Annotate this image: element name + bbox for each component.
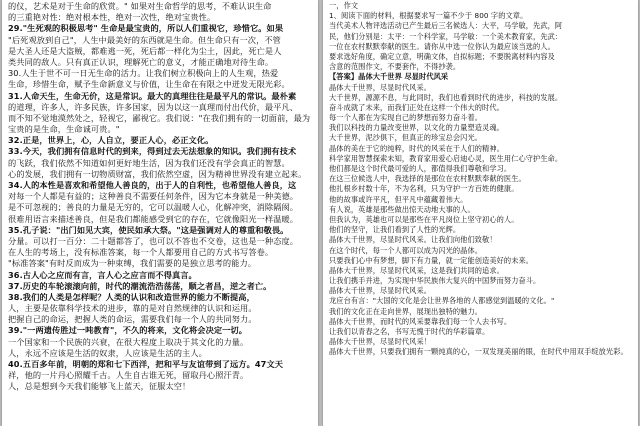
text-line: 在人生的考场上，没有标准答案，每一个人都要用自己的方式书写答卷。 bbox=[8, 247, 274, 258]
text-line: 他扎根乡村数十年，不为名利，只为守护一方百姓的健康。 bbox=[329, 184, 519, 194]
text-line: 但我认为，英雄也可以是那些在平凡岗位上坚守初心的人。 bbox=[329, 214, 519, 224]
text-line: 晶体大千世界，尽显时代风采。让我们向他们致敬！ bbox=[329, 235, 497, 245]
text-line: 31.人命天生，生命无价，这是常识。最大的真理往往是最平凡的常识。最朴素 bbox=[8, 90, 297, 101]
text-line: 人，主要是依靠科学技术的进步，靠的是对自然规律的认识和运用。 bbox=[8, 303, 257, 314]
text-line: 晶体大千世界，尽显时代风采。 bbox=[329, 286, 432, 296]
text-line: 把握自己的命运，把握人类的命运，需要我们每一个人的共同努力。 bbox=[8, 314, 257, 325]
text-line: 人，永远不应该是生活的奴隶，人应该是生活的主人。 bbox=[8, 347, 207, 358]
text-line: 要求选好角度，确定立意，明确文体，自拟标题；不要脱离材料内容及 bbox=[329, 51, 555, 61]
text-line: 大千世界，源源不息，与此同时，我们也看到时代的进步，科技的发展。 bbox=[329, 92, 563, 102]
text-line: 而不知不觉地漠然处之，轻视它，鄙视它。我们说："在我们拥有的一切面前，最为 bbox=[8, 112, 311, 123]
text-line: 祥，他的一片丹心照耀千古。人生自古谁无死，留取丹心照汗青。 bbox=[8, 370, 249, 381]
text-line: 【答案】晶体大千世界 尽显时代风采 bbox=[329, 72, 449, 82]
text-line: 晶体大千世界，尽显时代风采！ bbox=[329, 337, 432, 347]
text-line: 37.历史的车轮滚滚向前，时代的潮流浩浩荡荡，顺之者昌，逆之者亡。 bbox=[8, 280, 272, 291]
text-line: 一，作文 bbox=[329, 1, 359, 10]
text-line: 晶体大千世界，尽显时代风采。 bbox=[329, 82, 432, 92]
text-line: 含意的范围作文，不要套作，不得抄袭。 bbox=[329, 62, 461, 72]
text-line: 我们以科技的力量改变世界，以文化的力量塑造灵魂。 bbox=[329, 123, 504, 133]
text-line: 心的发展，我们拥有一切物质财富，我们依然空虚，因为精神世界没有建立起来。 bbox=[8, 168, 307, 179]
text-line: 是不可忽视的；善良的力量是无穷的，它可以温暖人心，化解冲突，消除隔阂。 bbox=[8, 202, 299, 213]
text-line: 让我们携手并进，为实现中华民族伟大复兴的中国梦而努力奋斗。 bbox=[329, 276, 541, 286]
text-line: 的飞跃，我们依然不知道如何更好地生活，因为我们还没有学会真正的智慧。 bbox=[8, 157, 290, 168]
right-page bbox=[323, 0, 638, 426]
text-line: 科学家用智慧探索未知，教育家用爱心启迪心灵，医生用仁心守护生命。 bbox=[329, 153, 563, 163]
text-line: 的仪，艺术是对于生命的欣赏。" 如果对生命哲学的思考，不难认识生命 bbox=[8, 1, 272, 11]
text-line: 让我们以青春之名，书写无愧于时代的华彩篇章。 bbox=[329, 327, 490, 336]
text-line: 一个国家和一个民族的兴衰，在很大程度上取决于其文化的力量。 bbox=[8, 336, 249, 347]
text-line: 很难用语言来描述善良，但是我们都能感受到它的存在，它就像阳光一样温暖。 bbox=[8, 213, 299, 224]
text-line: 晶体的美在于它的纯粹，时代的风采在于人们的精神。 bbox=[329, 143, 504, 153]
text-line: 宝贵的是生命，生命诚可贵。" bbox=[8, 124, 120, 135]
text-line: 当代美术人物评选活动已产生最后三名候选人：大平，马学敏，先武，阿 bbox=[329, 21, 563, 31]
text-line: 晶体大千世界，只要我们拥有一颗纯真的心，一双发现美丽的眼，在时代中用双手绽放光彩。 bbox=[329, 347, 628, 357]
right-page-text bbox=[329, 1, 632, 358]
text-line: 32.正是，世界上，心，人自立，要正人心，必正文化。 bbox=[8, 135, 214, 146]
text-line: 30.人生于世不可一日无生命的活力。让我们树立积极向上的人生观，热爱 bbox=[8, 68, 279, 79]
text-line: 民，他们分别是：太平：一个科学家，马学敏：一个美术教育家，先武： bbox=[329, 31, 563, 41]
text-line: 晶体大千世界，而时代的风采要靠我们每一个人去书写。 bbox=[329, 316, 512, 326]
text-line: 29."生死观的积极思考" 生命是最宝贵的，所以人们重视它，珍惜它。如果 bbox=[8, 23, 284, 34]
text-line: 奋斗成就了未来，而我们正处在这样一个伟大的时代。 bbox=[329, 102, 504, 112]
text-line: 龙应台有言："大国的文化是会让世界各地的人都感觉到温暖的文化。" bbox=[329, 296, 555, 306]
text-line: 38.我们的人类是怎样呢？人类的认识和改造世界的能力不断提高， bbox=[8, 291, 255, 302]
text-line: 35.孔子说："出门如见大宾，使民如承大祭。"这是强调对人的尊重和敬畏。 bbox=[8, 224, 289, 235]
text-line: 34.人的本性是喜欢和希望他人善良的，出于人的自利性，也希望他人善良，这 bbox=[8, 180, 297, 190]
text-line: 他的故事或许平凡，但平凡中蕴藏着伟大。 bbox=[329, 194, 468, 204]
left-page-text bbox=[8, 1, 312, 393]
text-line: 一位在农村默默奉献的医生。请你从中选一位你认为最应该当选的人。 bbox=[329, 41, 555, 51]
text-line: 1、阅读下面的材料，根据要求写一篇不少于 800 字的文章。 bbox=[329, 11, 528, 21]
text-line: 人，总是想到今天我们能够飞上蓝天，征服太空！ bbox=[8, 381, 191, 392]
text-line: 分量。可以打一百分：二十题都答了，也可以不答也不交卷，这也是一种态度。 bbox=[8, 235, 299, 246]
text-line: 的三重艳对性：绝对根本性，绝对一次性，绝对宝贵性。 bbox=[8, 12, 216, 23]
text-line: 生命，珍惜生命，赋予生命新意义与价值，让生命在有限之中迸发无限光彩。 bbox=[8, 79, 290, 90]
text-line: 晶体大千世界，尽显时代风采，这是我们共同的追求。 bbox=[329, 265, 504, 275]
text-line: 的道理，许多人，许多民族，许多国家，因为以这一真理而付出代价，最平凡、 bbox=[8, 101, 299, 112]
text-line: 36.古人心之应而有言，言人心之应言而不得真言。 bbox=[8, 269, 197, 280]
text-line: 类共同的敌人。只有真正认识，理解死亡的意义，才能正确地对待生命。 bbox=[8, 56, 274, 67]
text-line: 是大圣人还是大盗贼，都难逃一死，死后都一样化为尘土，因此，死亡是人 bbox=[8, 45, 282, 56]
text-line: 只要我们心中有梦想，脚下有力量，就一定能创造美好的未来。 bbox=[329, 255, 534, 265]
left-page bbox=[2, 0, 318, 426]
text-line: 每一个人都在为实现自己的梦想而努力奋斗着。 bbox=[329, 113, 483, 123]
text-line: 有人说，英雄是那些做出惊天动地大事的人。 bbox=[329, 204, 475, 214]
text-line: 我们的文化正在走向世界，展现出独特的魅力。 bbox=[329, 306, 483, 316]
text-line: "后死观放到自己"，人生中最美好的东西就是生命。但生命只有一次，不管 bbox=[8, 34, 281, 45]
text-line: 对每一个人都是有益的；这种善良不需要任何条件，因为它本身就是一种美德。 bbox=[8, 191, 299, 202]
text-line: 他们的坚守，让我们看到了人性的光辉。 bbox=[329, 225, 461, 235]
text-line: 他们都是这个时代最可爱的人，都值得我们尊敬和学习。 bbox=[329, 164, 512, 173]
text-line: 在这个时代，每一个人都可以成为闪光的晶体。 bbox=[329, 245, 483, 255]
text-line: 39."一两遗传胜过一吨教育"，不久的将来，文化将会决定一切。 bbox=[8, 325, 248, 336]
text-line: 40.五百多年前，明朝的郑和七下西洋，把和平与友谊带到了远方。47文天 bbox=[8, 359, 284, 369]
text-line: 33.今天，我们拥有信息时代的到来，得到过去无法想象的知识。我们拥有技术 bbox=[8, 146, 297, 157]
text-line: 在这三位候选人中，我选择的是那位在农村默默奉献的医生。 bbox=[329, 174, 526, 184]
text-line: "标准答案"有时反而成为一种束缚，我们需要的是独立思考的能力。 bbox=[8, 258, 257, 269]
text-line: 大千世界，泥沙俱下，但真正的珍宝总会闪光。 bbox=[329, 133, 483, 143]
